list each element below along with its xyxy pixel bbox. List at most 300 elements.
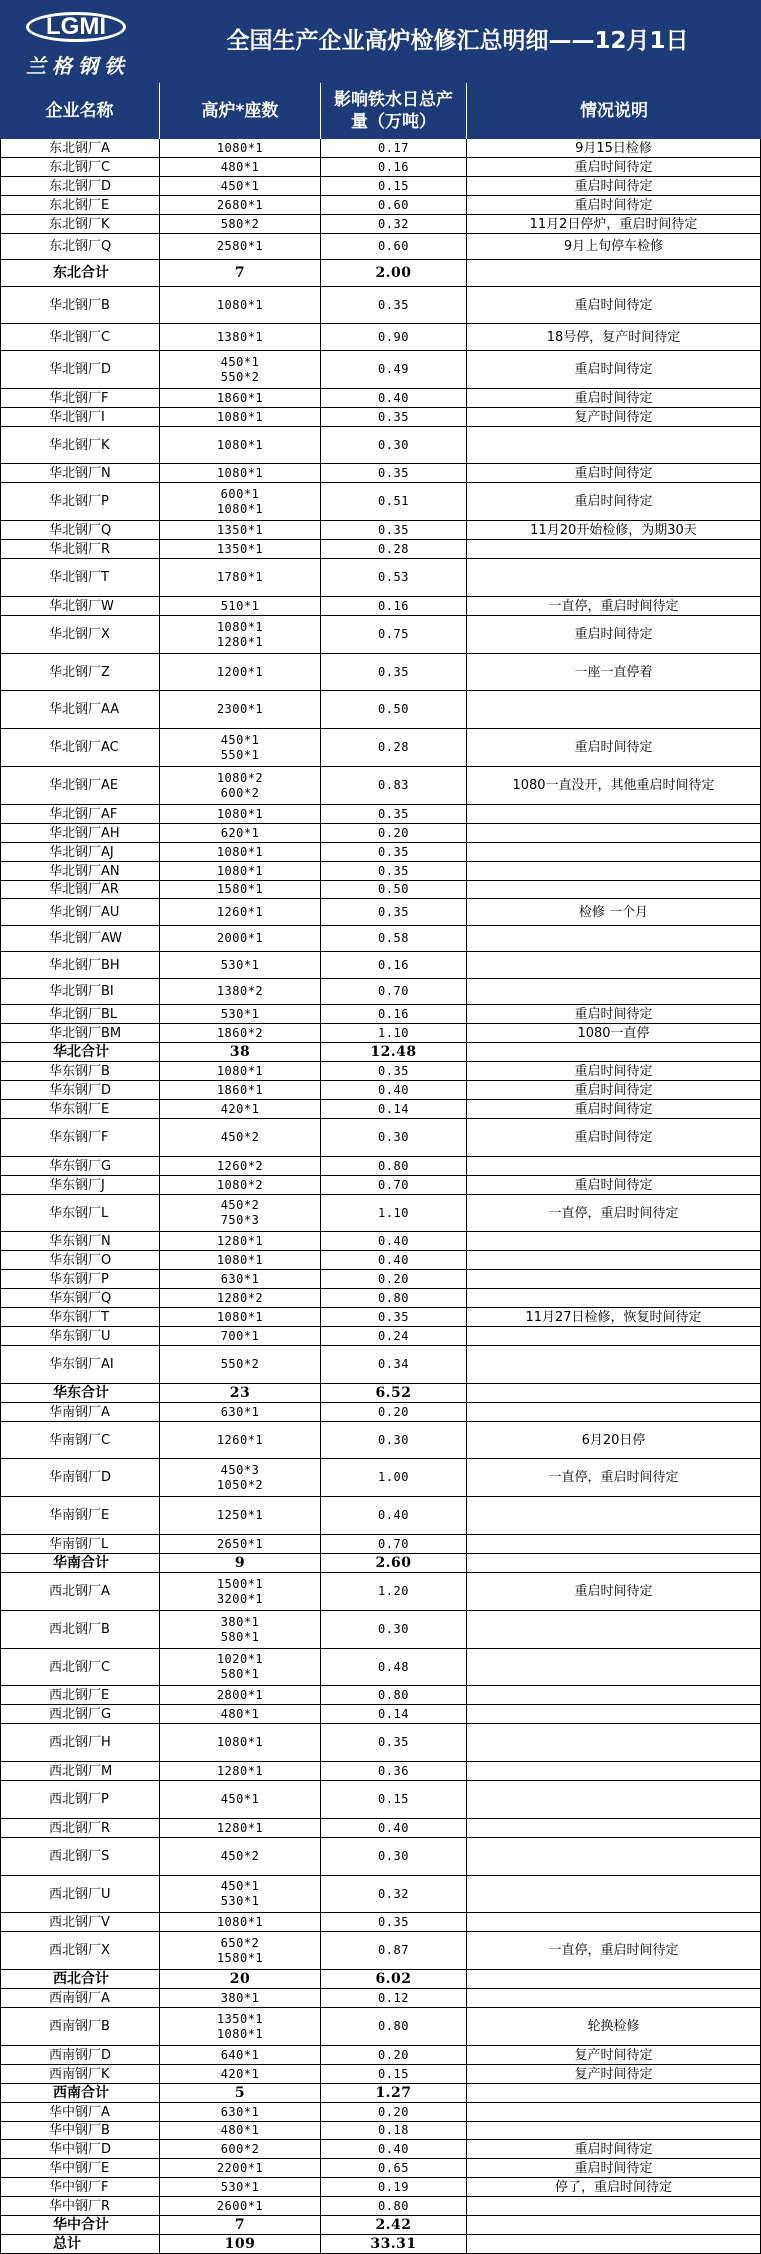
- output-cell: 0.35: [321, 287, 467, 323]
- table-row: [0, 1270, 761, 1289]
- note-cell: [467, 1819, 761, 1837]
- company-cell: 华北钢厂I: [0, 408, 160, 426]
- table-row: [0, 158, 761, 177]
- note-cell: 一直停，重启时间待定: [467, 1459, 761, 1496]
- note-cell: [467, 843, 761, 861]
- output-cell: 0.40: [321, 1081, 467, 1099]
- table-row: [0, 1573, 761, 1611]
- table-row: [0, 1251, 761, 1270]
- note-cell: 重启时间待定: [467, 287, 761, 323]
- total-row: [0, 2216, 761, 2235]
- output-cell: 1.10: [321, 1024, 467, 1042]
- table-row: [0, 1724, 761, 1762]
- output-cell: 0.35: [321, 899, 467, 925]
- note-cell: [467, 1724, 761, 1761]
- table-row: [0, 2046, 761, 2065]
- note-cell: 重启时间待定: [467, 389, 761, 407]
- output-cell: 0.32: [321, 1876, 467, 1912]
- output-cell: 0.80: [321, 2197, 467, 2215]
- furnace-cell: 1080*1: [160, 1062, 321, 1080]
- furnace-cell: 650*2 1580*1: [160, 1932, 321, 1969]
- company-cell: 华中钢厂F: [0, 2178, 160, 2196]
- furnace-cell: 2580*1: [160, 234, 321, 259]
- note-cell: 重启时间待定: [467, 1100, 761, 1118]
- output-cell: 0.24: [321, 1327, 467, 1345]
- output-cell: 2.00: [321, 260, 467, 286]
- table-row: [0, 1781, 761, 1819]
- company-cell: 东北钢厂D: [0, 177, 160, 195]
- company-cell: 华中钢厂A: [0, 2103, 160, 2121]
- company-cell: 华南钢厂A: [0, 1403, 160, 1421]
- note-cell: [467, 1157, 761, 1175]
- table-row: [0, 521, 761, 540]
- furnace-cell: 7: [160, 260, 321, 286]
- note-cell: [467, 1535, 761, 1553]
- company-cell: 西北钢厂V: [0, 1913, 160, 1931]
- note-cell: 一直停，重启时间待定: [467, 1195, 761, 1231]
- furnace-cell: 1080*1: [160, 805, 321, 823]
- note-cell: 轮换检修: [467, 2008, 761, 2045]
- output-cell: 0.35: [321, 654, 467, 690]
- furnace-cell: 630*1: [160, 1270, 321, 1288]
- table-row: [0, 1081, 761, 1100]
- logo-text: LGMI: [46, 13, 106, 40]
- company-cell: 华北钢厂AJ: [0, 843, 160, 861]
- company-cell: 东北钢厂E: [0, 196, 160, 214]
- table-row: [0, 1403, 761, 1422]
- company-cell: 华北钢厂T: [0, 559, 160, 596]
- table-row: [0, 215, 761, 234]
- furnace-cell: 2200*1: [160, 2159, 321, 2177]
- furnace-cell: 109: [160, 2235, 321, 2253]
- company-cell: 华北钢厂AA: [0, 691, 160, 728]
- note-cell: 重启时间待定: [467, 1176, 761, 1194]
- company-cell: 华东钢厂AI: [0, 1346, 160, 1383]
- output-cell: 1.10: [321, 1195, 467, 1231]
- note-cell: [467, 1043, 761, 1061]
- output-cell: 0.40: [321, 1497, 467, 1534]
- company-cell: 华北钢厂D: [0, 351, 160, 388]
- furnace-cell: 620*1: [160, 824, 321, 842]
- furnace-cell: 510*1: [160, 597, 321, 615]
- company-cell: 华东钢厂O: [0, 1251, 160, 1269]
- company-cell: 西南钢厂K: [0, 2065, 160, 2083]
- furnace-cell: 480*1: [160, 1705, 321, 1723]
- table-row: [0, 881, 761, 899]
- company-cell: 华北钢厂AW: [0, 926, 160, 951]
- output-cell: 0.30: [321, 1611, 467, 1648]
- furnace-cell: 7: [160, 2216, 321, 2234]
- output-cell: 0.34: [321, 1346, 467, 1383]
- note-cell: 11月20开始检修，为期30天: [467, 521, 761, 539]
- company-cell: 西北钢厂E: [0, 1686, 160, 1704]
- note-cell: [467, 824, 761, 842]
- output-cell: 0.35: [321, 464, 467, 482]
- furnace-cell: 450*2 750*3: [160, 1195, 321, 1231]
- table-row: [0, 979, 761, 1005]
- company-cell: 华北钢厂BL: [0, 1005, 160, 1023]
- note-cell: 重启时间待定: [467, 1005, 761, 1023]
- furnace-cell: 1350*1: [160, 540, 321, 558]
- table-row: [0, 389, 761, 408]
- note-cell: [467, 1497, 761, 1534]
- note-cell: 停了，重启时间待定: [467, 2178, 761, 2196]
- furnace-cell: 530*1: [160, 1005, 321, 1023]
- note-cell: 复产时间待定: [467, 408, 761, 426]
- column-header-furnace: 高炉*座数: [160, 83, 321, 139]
- company-cell: 西北钢厂U: [0, 1876, 160, 1912]
- page-header: [0, 0, 761, 83]
- output-cell: 6.52: [321, 1384, 467, 1402]
- company-cell: 华北钢厂Z: [0, 654, 160, 690]
- output-cell: 0.70: [321, 1535, 467, 1553]
- output-cell: 0.35: [321, 408, 467, 426]
- note-cell: 重启时间待定: [467, 177, 761, 195]
- company-cell: 西南钢厂A: [0, 1989, 160, 2007]
- total-row: [0, 1554, 761, 1573]
- note-cell: [467, 2197, 761, 2215]
- furnace-cell: 380*1 580*1: [160, 1611, 321, 1648]
- note-cell: 1080一直没开，其他重启时间待定: [467, 767, 761, 804]
- table-row: [0, 2197, 761, 2216]
- company-cell: 华北钢厂AE: [0, 767, 160, 804]
- note-cell: 重启时间待定: [467, 616, 761, 653]
- output-cell: 0.48: [321, 1649, 467, 1685]
- output-cell: 0.20: [321, 1270, 467, 1288]
- output-cell: 0.15: [321, 2065, 467, 2083]
- output-cell: 0.20: [321, 2103, 467, 2121]
- note-cell: [467, 1270, 761, 1288]
- table-row: [0, 559, 761, 597]
- column-header-note: 情况说明: [580, 101, 648, 121]
- company-cell: 华东钢厂E: [0, 1100, 160, 1118]
- company-cell: 总计: [0, 2235, 160, 2253]
- table-row: [0, 1913, 761, 1932]
- table-row: [0, 824, 761, 843]
- company-cell: 西南钢厂B: [0, 2008, 160, 2045]
- furnace-cell: 2000*1: [160, 926, 321, 951]
- furnace-cell: 1380*2: [160, 979, 321, 1004]
- company-cell: 华中钢厂D: [0, 2140, 160, 2158]
- note-cell: 重启时间待定: [467, 729, 761, 766]
- output-cell: 0.28: [321, 729, 467, 766]
- output-cell: 2.42: [321, 2216, 467, 2234]
- output-cell: 0.40: [321, 2140, 467, 2158]
- company-cell: 西北钢厂P: [0, 1781, 160, 1818]
- table-row: [0, 926, 761, 952]
- furnace-cell: 1080*1: [160, 427, 321, 463]
- note-cell: 18号停，复产时间待定: [467, 324, 761, 350]
- output-cell: 0.35: [321, 1913, 467, 1931]
- company-cell: 华北钢厂BH: [0, 952, 160, 978]
- furnace-cell: 5: [160, 2084, 321, 2102]
- table-row: [0, 767, 761, 805]
- furnace-cell: 23: [160, 1384, 321, 1402]
- table-row: [0, 1649, 761, 1686]
- output-cell: 0.35: [321, 1724, 467, 1761]
- output-cell: 0.30: [321, 1422, 467, 1458]
- output-cell: 0.30: [321, 1119, 467, 1156]
- furnace-cell: 9: [160, 1554, 321, 1572]
- company-cell: 东北合计: [0, 260, 160, 286]
- table-row: [0, 287, 761, 324]
- note-cell: [467, 691, 761, 728]
- furnace-cell: 450*1: [160, 177, 321, 195]
- furnace-cell: 1260*2: [160, 1157, 321, 1175]
- furnace-cell: 1080*1: [160, 139, 321, 157]
- table-row: [0, 2159, 761, 2178]
- company-cell: 华东钢厂Q: [0, 1289, 160, 1307]
- furnace-cell: 1080*1: [160, 1913, 321, 1931]
- table-row: [0, 483, 761, 521]
- furnace-cell: 1350*1 1080*1: [160, 2008, 321, 2045]
- furnace-cell: 450*1 550*2: [160, 351, 321, 388]
- table-row: [0, 1062, 761, 1081]
- furnace-cell: 1380*1: [160, 324, 321, 350]
- output-cell: 0.20: [321, 1403, 467, 1421]
- company-cell: 华东钢厂L: [0, 1195, 160, 1231]
- company-cell: 华北钢厂AR: [0, 881, 160, 898]
- table-row: [0, 654, 761, 691]
- furnace-cell: 1860*1: [160, 1081, 321, 1099]
- note-cell: 重启时间待定: [467, 2159, 761, 2177]
- note-cell: [467, 1403, 761, 1421]
- company-cell: 华东钢厂B: [0, 1062, 160, 1080]
- table-row: [0, 597, 761, 616]
- company-cell: 华北钢厂C: [0, 324, 160, 350]
- table-row: [0, 1762, 761, 1781]
- furnace-cell: 450*1 550*1: [160, 729, 321, 766]
- note-cell: [467, 926, 761, 951]
- note-cell: [467, 1989, 761, 2007]
- table-row: [0, 464, 761, 483]
- output-cell: 0.15: [321, 1781, 467, 1818]
- table-row: [0, 1422, 761, 1459]
- output-cell: 6.02: [321, 1970, 467, 1988]
- note-cell: [467, 1232, 761, 1250]
- table-row: [0, 1100, 761, 1119]
- company-cell: 华南钢厂D: [0, 1459, 160, 1496]
- note-cell: 9月上旬停车检修: [467, 234, 761, 259]
- table-row: [0, 1195, 761, 1232]
- company-cell: 华东钢厂T: [0, 1308, 160, 1326]
- furnace-cell: 450*1: [160, 1781, 321, 1818]
- table-row: [0, 862, 761, 881]
- table-row: [0, 1497, 761, 1535]
- company-cell: 华北合计: [0, 1043, 160, 1061]
- table-row: [0, 1024, 761, 1043]
- note-cell: [467, 1781, 761, 1818]
- furnace-cell: 1280*1: [160, 1232, 321, 1250]
- output-cell: 0.75: [321, 616, 467, 653]
- output-cell: 0.30: [321, 427, 467, 463]
- note-cell: [467, 1554, 761, 1572]
- company-cell: 华南钢厂E: [0, 1497, 160, 1534]
- furnace-cell: 2680*1: [160, 196, 321, 214]
- note-cell: 一座一直停着: [467, 654, 761, 690]
- table-row: [0, 1819, 761, 1838]
- note-cell: 1080一直停: [467, 1024, 761, 1042]
- furnace-cell: 580*2: [160, 215, 321, 233]
- logo: [4, 10, 152, 76]
- furnace-cell: 1080*1: [160, 1251, 321, 1269]
- table-row: [0, 952, 761, 979]
- note-cell: [467, 1913, 761, 1931]
- note-cell: [467, 2122, 761, 2139]
- note-cell: 重启时间待定: [467, 1573, 761, 1610]
- company-cell: 西北钢厂R: [0, 1819, 160, 1837]
- furnace-cell: 450*2: [160, 1838, 321, 1875]
- furnace-cell: 450*3 1050*2: [160, 1459, 321, 1496]
- output-cell: 0.87: [321, 1932, 467, 1969]
- table-row: [0, 1459, 761, 1497]
- company-cell: 华北钢厂W: [0, 597, 160, 615]
- total-row: [0, 1384, 761, 1403]
- table-row: [0, 196, 761, 215]
- table-row: [0, 408, 761, 427]
- company-cell: 华南钢厂L: [0, 1535, 160, 1553]
- note-cell: [467, 1876, 761, 1912]
- table-row: [0, 1611, 761, 1649]
- total-row: [0, 2235, 761, 2254]
- table-row: [0, 899, 761, 926]
- company-cell: 东北钢厂K: [0, 215, 160, 233]
- table-row: [0, 1705, 761, 1724]
- output-cell: 0.16: [321, 1005, 467, 1023]
- furnace-cell: 1250*1: [160, 1497, 321, 1534]
- note-cell: [467, 1346, 761, 1383]
- furnace-cell: 1580*1: [160, 881, 321, 898]
- output-cell: 0.50: [321, 881, 467, 898]
- furnace-cell: 1080*2: [160, 1176, 321, 1194]
- note-cell: 9月15日检修: [467, 139, 761, 157]
- company-cell: 华北钢厂BM: [0, 1024, 160, 1042]
- note-cell: [467, 1384, 761, 1402]
- furnace-cell: 1080*1: [160, 464, 321, 482]
- note-cell: [467, 979, 761, 1004]
- note-cell: 重启时间待定: [467, 464, 761, 482]
- output-cell: 0.16: [321, 597, 467, 615]
- output-cell: 0.16: [321, 158, 467, 176]
- furnace-cell: 1260*1: [160, 1422, 321, 1458]
- output-cell: 0.19: [321, 2178, 467, 2196]
- table-row: [0, 177, 761, 196]
- output-cell: 0.17: [321, 139, 467, 157]
- furnace-cell: 1280*2: [160, 1289, 321, 1307]
- company-cell: 华北钢厂AH: [0, 824, 160, 842]
- table-row: [0, 1932, 761, 1970]
- table-row: [0, 1989, 761, 2008]
- table-row: [0, 1289, 761, 1308]
- note-cell: 复产时间待定: [467, 2046, 761, 2064]
- furnace-cell: 1860*2: [160, 1024, 321, 1042]
- table-row: [0, 2122, 761, 2140]
- table-row: [0, 427, 761, 464]
- output-cell: 0.40: [321, 1251, 467, 1269]
- table-row: [0, 1308, 761, 1327]
- company-cell: 华北钢厂F: [0, 389, 160, 407]
- output-cell: 0.28: [321, 540, 467, 558]
- furnace-cell: 1350*1: [160, 521, 321, 539]
- table-row: [0, 843, 761, 862]
- note-cell: 重启时间待定: [467, 1081, 761, 1099]
- table-row: [0, 1686, 761, 1705]
- furnace-cell: 1080*1: [160, 287, 321, 323]
- output-cell: 0.80: [321, 1686, 467, 1704]
- output-cell: 0.50: [321, 691, 467, 728]
- note-cell: [467, 1649, 761, 1685]
- note-cell: [467, 427, 761, 463]
- logo-mark: [26, 12, 126, 42]
- company-cell: 华南钢厂C: [0, 1422, 160, 1458]
- output-cell: 0.53: [321, 559, 467, 596]
- page-title: 全国生产企业高炉检修汇总明细——12月1日: [226, 28, 689, 54]
- company-cell: 西北钢厂X: [0, 1932, 160, 1969]
- furnace-cell: 450*2: [160, 1119, 321, 1156]
- company-cell: 西北钢厂C: [0, 1649, 160, 1685]
- furnace-cell: 420*1: [160, 2065, 321, 2083]
- output-cell: 0.35: [321, 862, 467, 880]
- furnace-cell: 630*1: [160, 2103, 321, 2121]
- total-row: [0, 2084, 761, 2103]
- table-row: [0, 729, 761, 767]
- output-cell: 0.35: [321, 843, 467, 861]
- company-cell: 华中合计: [0, 2216, 160, 2234]
- furnace-cell: 1080*1: [160, 408, 321, 426]
- output-cell: 0.80: [321, 1289, 467, 1307]
- furnace-cell: 1280*1: [160, 1819, 321, 1837]
- note-cell: 检修 一个月: [467, 899, 761, 925]
- note-cell: 重启时间待定: [467, 351, 761, 388]
- output-cell: 0.15: [321, 177, 467, 195]
- table-row: [0, 805, 761, 824]
- output-cell: 0.40: [321, 389, 467, 407]
- table-row: [0, 1176, 761, 1195]
- note-cell: [467, 2235, 761, 2253]
- output-cell: 0.36: [321, 1762, 467, 1780]
- output-cell: 0.90: [321, 324, 467, 350]
- note-cell: [467, 1838, 761, 1875]
- table-row: [0, 1119, 761, 1157]
- output-cell: 0.83: [321, 767, 467, 804]
- note-cell: 重启时间待定: [467, 1119, 761, 1156]
- company-cell: 华北钢厂BI: [0, 979, 160, 1004]
- furnace-cell: 2650*1: [160, 1535, 321, 1553]
- company-cell: 华北钢厂Q: [0, 521, 160, 539]
- note-cell: 11月27日检修，恢复时间待定: [467, 1308, 761, 1326]
- company-cell: 华东钢厂D: [0, 1081, 160, 1099]
- output-cell: 1.00: [321, 1459, 467, 1496]
- output-cell: 0.35: [321, 1062, 467, 1080]
- note-cell: [467, 1705, 761, 1723]
- note-cell: [467, 1762, 761, 1780]
- output-cell: 0.65: [321, 2159, 467, 2177]
- company-cell: 华北钢厂AU: [0, 899, 160, 925]
- output-cell: 0.16: [321, 952, 467, 978]
- table-row: [0, 1346, 761, 1384]
- output-cell: 0.32: [321, 215, 467, 233]
- output-cell: 0.60: [321, 234, 467, 259]
- furnace-cell: 480*1: [160, 2122, 321, 2139]
- note-cell: 重启时间待定: [467, 2140, 761, 2158]
- note-cell: [467, 1289, 761, 1307]
- table-row: [0, 2065, 761, 2084]
- output-cell: 0.14: [321, 1705, 467, 1723]
- furnace-cell: 380*1: [160, 1989, 321, 2007]
- furnace-cell: 1080*1: [160, 843, 321, 861]
- note-cell: [467, 559, 761, 596]
- company-cell: 华东钢厂J: [0, 1176, 160, 1194]
